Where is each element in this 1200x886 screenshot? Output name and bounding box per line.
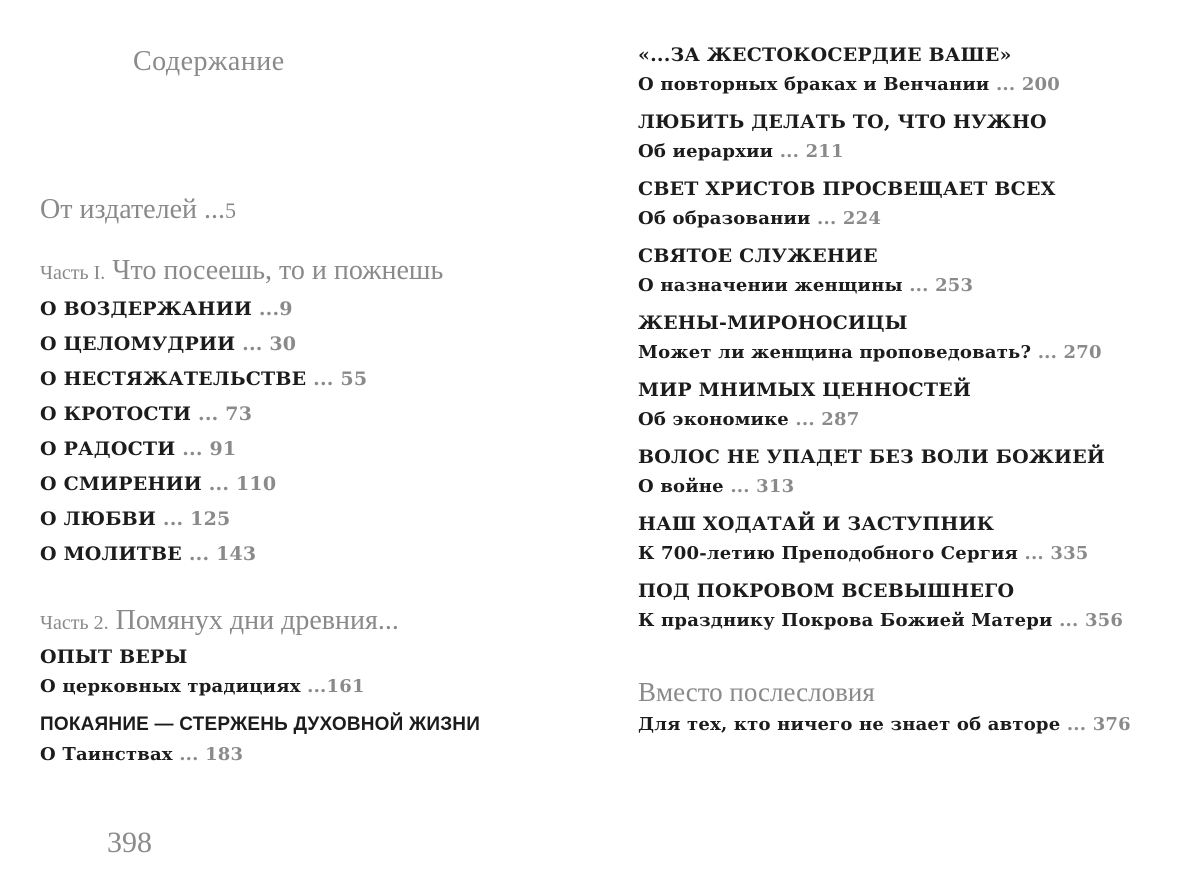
afterword-page: ... 376 bbox=[1066, 714, 1131, 735]
toc-item bbox=[40, 537, 580, 572]
toc-item-title: О ЦЕЛОМУДРИИ bbox=[40, 333, 236, 355]
toc-item-page: ... 73 bbox=[198, 403, 253, 425]
toc-entry-title: ПОКАЯНИЕ — СТЕРЖЕНЬ ДУХОВНОЙ ЖИЗНИ bbox=[40, 714, 481, 735]
toc-item-page: ... 30 bbox=[242, 333, 297, 355]
part1-heading bbox=[40, 252, 580, 290]
toc-item bbox=[40, 502, 580, 537]
page-number: 398 bbox=[107, 826, 152, 859]
toc-entry-page: ... 270 bbox=[1037, 342, 1102, 363]
toc-entry-subtitle: Об иерархии bbox=[638, 141, 774, 162]
afterword-title: Вместо послесловия bbox=[638, 677, 875, 707]
afterword-subtitle-line bbox=[638, 710, 1178, 740]
toc-entry bbox=[638, 576, 1178, 636]
publishers-label: От издателей ... bbox=[40, 194, 225, 225]
toc-entry-subtitle-line bbox=[638, 472, 1178, 502]
toc-entry-page: ... 183 bbox=[179, 744, 244, 765]
part1-title: Что посеешь, то и пожнешь bbox=[112, 255, 444, 286]
toc-item bbox=[40, 362, 580, 397]
toc-entry-title: «...ЗА ЖЕСТОКОСЕРДИЕ ВАШЕ» bbox=[638, 44, 1012, 66]
toc-entry-subtitle: О назначении женщины bbox=[638, 275, 903, 296]
toc-item-page: ... 110 bbox=[208, 473, 277, 495]
toc-entry-title: МИР МНИМЫХ ЦЕННОСТЕЙ bbox=[638, 379, 972, 401]
afterword-subtitle: Для тех, кто ничего не знает об авторе bbox=[638, 714, 1061, 735]
toc-item-title: О МОЛИТВЕ bbox=[40, 543, 182, 565]
toc-entry-subtitle: К празднику Покрова Божией Матери bbox=[638, 610, 1053, 631]
toc-entry-subtitle-line bbox=[638, 70, 1178, 100]
toc-entry-page: ... 335 bbox=[1024, 543, 1089, 564]
toc-entry-title: СВЯТОЕ СЛУЖЕНИЕ bbox=[638, 245, 878, 267]
part1-list bbox=[40, 292, 580, 572]
toc-entry-page: ... 313 bbox=[730, 476, 795, 497]
toc-entry-title: НАШ ХОДАТАЙ И ЗАСТУПНИК bbox=[638, 513, 995, 535]
toc-item-title: О РАДОСТИ bbox=[40, 438, 176, 460]
toc-entry bbox=[638, 442, 1178, 502]
toc-entry-page: ... 200 bbox=[995, 74, 1060, 95]
toc-entry bbox=[638, 308, 1178, 368]
toc-entry-subtitle-line bbox=[40, 672, 580, 702]
toc-entry-page: ... 224 bbox=[817, 208, 882, 229]
toc-entry-subtitle: Об экономике bbox=[638, 409, 789, 430]
part2-heading bbox=[40, 602, 580, 640]
toc-item-title: О НЕСТЯЖАТЕЛЬСТВЕ bbox=[40, 368, 307, 390]
toc-item bbox=[40, 327, 580, 362]
toc-entry-title: СВЕТ ХРИСТОВ ПРОСВЕЩАЕТ ВСЕХ bbox=[638, 178, 1056, 200]
toc-entry-subtitle: О войне bbox=[638, 476, 724, 497]
toc-item bbox=[40, 467, 580, 502]
toc-entry-subtitle: О Таинствах bbox=[40, 744, 173, 765]
toc-entry-subtitle-line bbox=[638, 338, 1178, 368]
toc-item-title: О КРОТОСТИ bbox=[40, 403, 192, 425]
toc-entry-title: ЛЮБИТЬ ДЕЛАТЬ ТО, ЧТО НУЖНО bbox=[638, 111, 1047, 133]
left-column bbox=[40, 190, 580, 778]
toc-entry bbox=[40, 710, 580, 770]
toc-item bbox=[40, 432, 580, 467]
toc-entry-subtitle-line bbox=[638, 539, 1178, 569]
toc-item-page: ... 143 bbox=[188, 543, 257, 565]
right-column bbox=[638, 40, 1178, 740]
part2-title: Помянух дни древния... bbox=[115, 605, 399, 636]
toc-entry-page: ... 356 bbox=[1059, 610, 1124, 631]
toc-item-title: О ВОЗДЕРЖАНИИ bbox=[40, 298, 252, 320]
toc-item-title: О ЛЮБВИ bbox=[40, 508, 157, 530]
toc-entry-subtitle-line bbox=[638, 137, 1178, 167]
toc-entry-subtitle-line bbox=[638, 405, 1178, 435]
part2-label: Часть 2. bbox=[40, 612, 109, 634]
toc-entry bbox=[638, 40, 1178, 100]
toc-entry-title: ОПЫТ ВЕРЫ bbox=[40, 646, 188, 668]
toc-entry-subtitle: Об образовании bbox=[638, 208, 811, 229]
part1-label: Часть I. bbox=[40, 262, 106, 284]
toc-entry-subtitle-line bbox=[40, 740, 580, 770]
toc-entry-title: ПОД ПОКРОВОМ ВСЕВЫШНЕГО bbox=[638, 580, 1015, 602]
afterword-section bbox=[638, 674, 1178, 740]
toc-entry-subtitle-line bbox=[638, 204, 1178, 234]
toc-item-page: ... 125 bbox=[162, 508, 231, 530]
toc-entry bbox=[40, 642, 580, 702]
toc-entry-title: ЖЕНЫ-МИРОНОСИЦЫ bbox=[638, 312, 908, 334]
toc-entry bbox=[638, 509, 1178, 569]
toc-entry-subtitle: Может ли женщина проповедовать? bbox=[638, 342, 1032, 363]
toc-entry-page: ... 253 bbox=[909, 275, 974, 296]
toc-entry-title: ВОЛОС НЕ УПАДЕТ БЕЗ ВОЛИ БОЖИЕЙ bbox=[638, 446, 1106, 468]
toc-item-page: ... 55 bbox=[313, 368, 368, 390]
toc-item-page: ... 91 bbox=[182, 438, 237, 460]
toc-entry-subtitle: К 700-летию Преподобного Сергия bbox=[638, 543, 1019, 564]
toc-entry bbox=[638, 107, 1178, 167]
toc-entry-subtitle: О церковных традициях bbox=[40, 676, 301, 697]
toc-item bbox=[40, 292, 580, 327]
toc-entry-page: ...161 bbox=[307, 676, 365, 697]
toc-item bbox=[40, 397, 580, 432]
toc-publishers bbox=[40, 190, 580, 230]
toc-item-page: ...9 bbox=[258, 298, 293, 320]
publishers-page: 5 bbox=[225, 198, 236, 223]
toc-entry bbox=[638, 375, 1178, 435]
toc-entry-page: ... 211 bbox=[779, 141, 844, 162]
toc-entry-subtitle: О повторных браках и Венчании bbox=[638, 74, 990, 95]
toc-entry bbox=[638, 241, 1178, 301]
toc-entry-page: ... 287 bbox=[795, 409, 860, 430]
toc-entry bbox=[638, 174, 1178, 234]
toc-item-title: О СМИРЕНИИ bbox=[40, 473, 202, 495]
toc-entry-subtitle-line bbox=[638, 606, 1178, 636]
toc-entry-subtitle-line bbox=[638, 271, 1178, 301]
contents-title: Содержание bbox=[133, 46, 285, 77]
